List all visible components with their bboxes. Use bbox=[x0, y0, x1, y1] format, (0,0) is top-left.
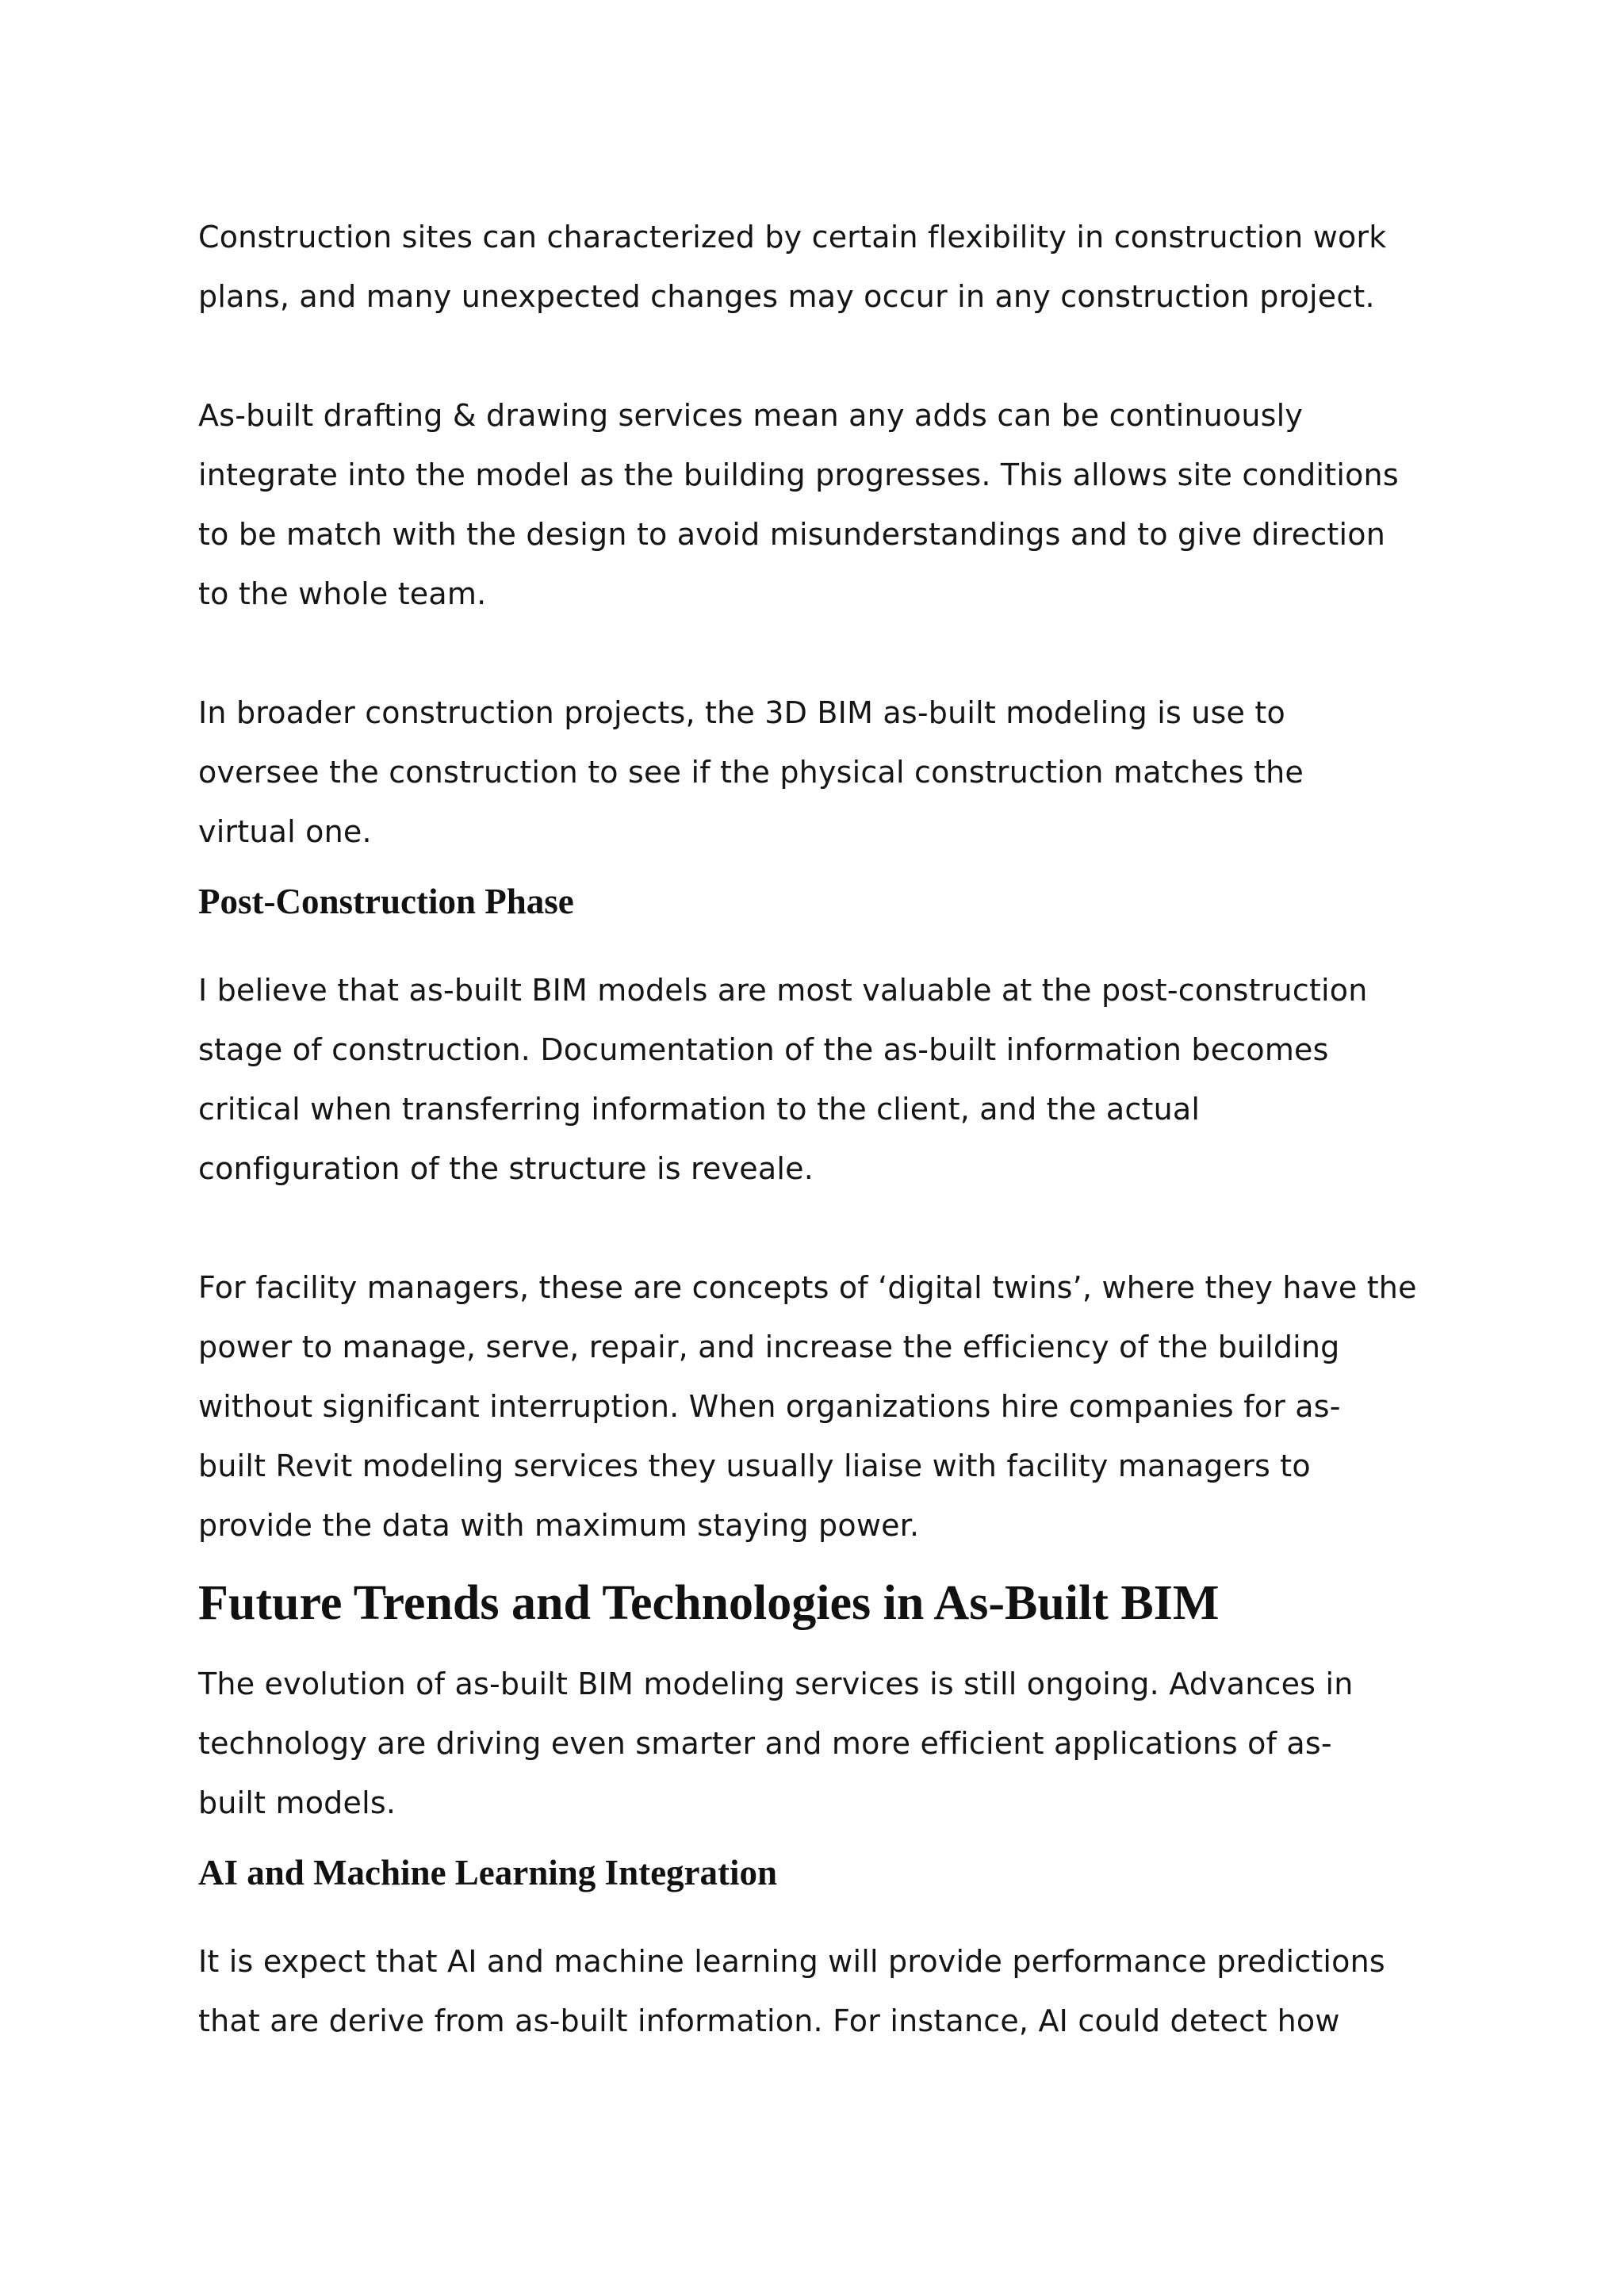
paragraph-spacer bbox=[198, 327, 1451, 386]
paragraph-spacer bbox=[198, 624, 1451, 683]
heading-spacer bbox=[198, 925, 1451, 961]
paragraph-evolution: The evolution of as-built BIM modeling services is still ongoing. Advances in technology are driving even smarter and more efficient applications of as- built models. bbox=[198, 1667, 1354, 1820]
heading-post-construction: Post-Construction Phase bbox=[198, 882, 574, 921]
paragraph-facility-managers: For facility managers, these are concepts of ‘digital twins’, where they have the power to manage, serve, repair, and increase the efficiency of the building without significant interruption. When organizations hire companies for as- built Revit modeling services they usually liaise with facility managers to provide the data with maximum staying power. bbox=[198, 1270, 1417, 1543]
paragraph-post-construction: I believe that as-built BIM models are most valuable at the post-construction stage of construction. Documentation of the as-built information becomes critical when transferring information to the client, and the actual configuration of the structure is reveale. bbox=[198, 973, 1368, 1186]
document-page bbox=[198, 208, 1451, 2051]
heading-spacer bbox=[198, 1556, 1451, 1571]
heading-spacer bbox=[198, 862, 1451, 878]
paragraph-ai-predictions: It is expect that AI and machine learning will provide performance predictions that are derive from as-built information. For instance, AI could detect how bbox=[198, 1944, 1385, 2038]
heading-spacer bbox=[198, 1833, 1451, 1849]
paragraph-spacer bbox=[198, 1199, 1451, 1258]
heading-spacer bbox=[198, 1635, 1451, 1655]
heading-future-trends: Future Trends and Technologies in As-Built BIM bbox=[198, 1576, 1220, 1630]
paragraph-construction-flexibility: Construction sites can characterized by certain flexibility in construction work plans, and many unexpected changes may occur in any construction project. bbox=[198, 220, 1387, 314]
paragraph-as-built-drafting: As-built drafting & drawing services mean any adds can be continuously integrate into the model as the building progresses. This allows site conditions to be match with the design to avoid misunderstandings and to give direction to the whole team. bbox=[198, 398, 1399, 611]
paragraph-broader-projects: In broader construction projects, the 3D BIM as-built modeling is use to oversee the construction to see if the physical construction matches the virtual one. bbox=[198, 695, 1304, 849]
heading-spacer bbox=[198, 1896, 1451, 1932]
heading-ai-ml: AI and Machine Learning Integration bbox=[198, 1853, 778, 1892]
